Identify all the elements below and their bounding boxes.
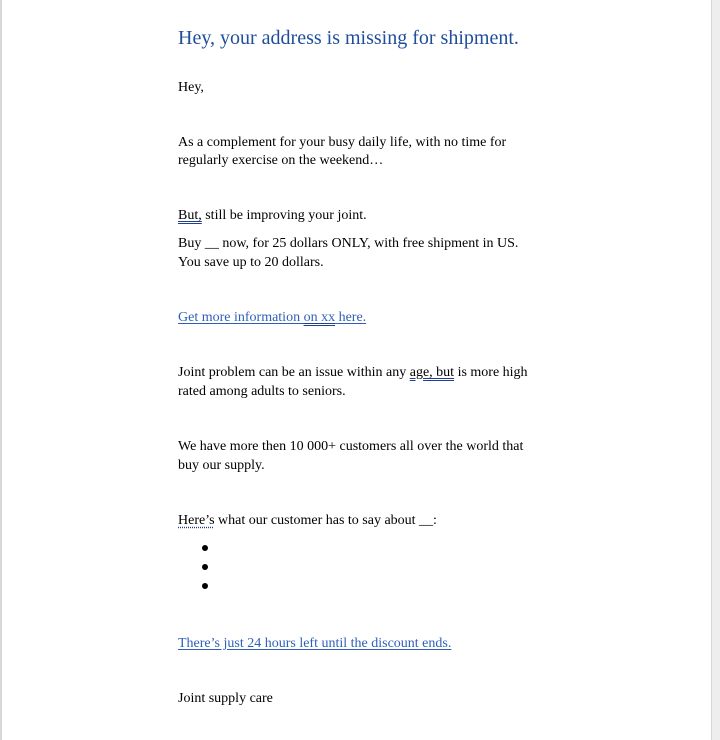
testimonials-heading-rest: what our customer has to say about __: bbox=[214, 513, 437, 528]
bullet-dot-icon bbox=[202, 583, 208, 589]
testimonial-bullet-3 bbox=[202, 576, 208, 595]
bullet-dot-icon bbox=[202, 545, 208, 551]
more-info-link-part3: here. bbox=[335, 310, 367, 325]
testimonial-bullet-1 bbox=[202, 538, 208, 557]
offer-line bbox=[178, 206, 367, 225]
intro-line-1: As a complement for your busy daily life, with no time for bbox=[178, 135, 507, 150]
discount-link[interactable]: There’s just 24 hours left until the discount ends. bbox=[178, 636, 452, 651]
more-info-link[interactable] bbox=[178, 308, 366, 327]
page-left-border bbox=[0, 0, 2, 740]
joint-line-1-end: is more high bbox=[454, 365, 528, 380]
email-subject: Hey, your address is missing for shipment. bbox=[178, 27, 519, 49]
buy-line-2: You save up to 20 dollars. bbox=[178, 255, 324, 270]
spelling-flag-heres[interactable]: Here’s bbox=[178, 513, 215, 528]
bullet-dot-icon bbox=[202, 564, 208, 570]
joint-line-2: rated among adults to seniors. bbox=[178, 384, 346, 399]
buy-line-1: Buy __ now, for 25 dollars ONLY, with free shipment in US. bbox=[178, 236, 519, 251]
testimonials-heading bbox=[178, 511, 437, 530]
greeting: Hey, bbox=[178, 80, 204, 95]
customers-line-2: buy our supply. bbox=[178, 458, 265, 473]
more-info-link-part2: on xx bbox=[303, 310, 336, 325]
offer-line-rest: still be improving your joint. bbox=[201, 208, 367, 223]
grammar-flag-but[interactable]: But, bbox=[178, 208, 202, 223]
page-right-border bbox=[711, 0, 720, 740]
signature: Joint supply care bbox=[178, 691, 273, 706]
intro-line-2: regularly exercise on the weekend… bbox=[178, 153, 384, 168]
more-info-link-part1: Get more information bbox=[178, 310, 304, 325]
joint-line-1-start: Joint problem can be an issue within any bbox=[178, 365, 410, 380]
customers-line-1: We have more then 10 000+ customers all over the world that bbox=[178, 439, 524, 454]
testimonial-bullet-2 bbox=[202, 557, 208, 576]
joint-line-1 bbox=[178, 363, 528, 382]
grammar-flag-age-but[interactable]: age, but bbox=[409, 365, 455, 380]
